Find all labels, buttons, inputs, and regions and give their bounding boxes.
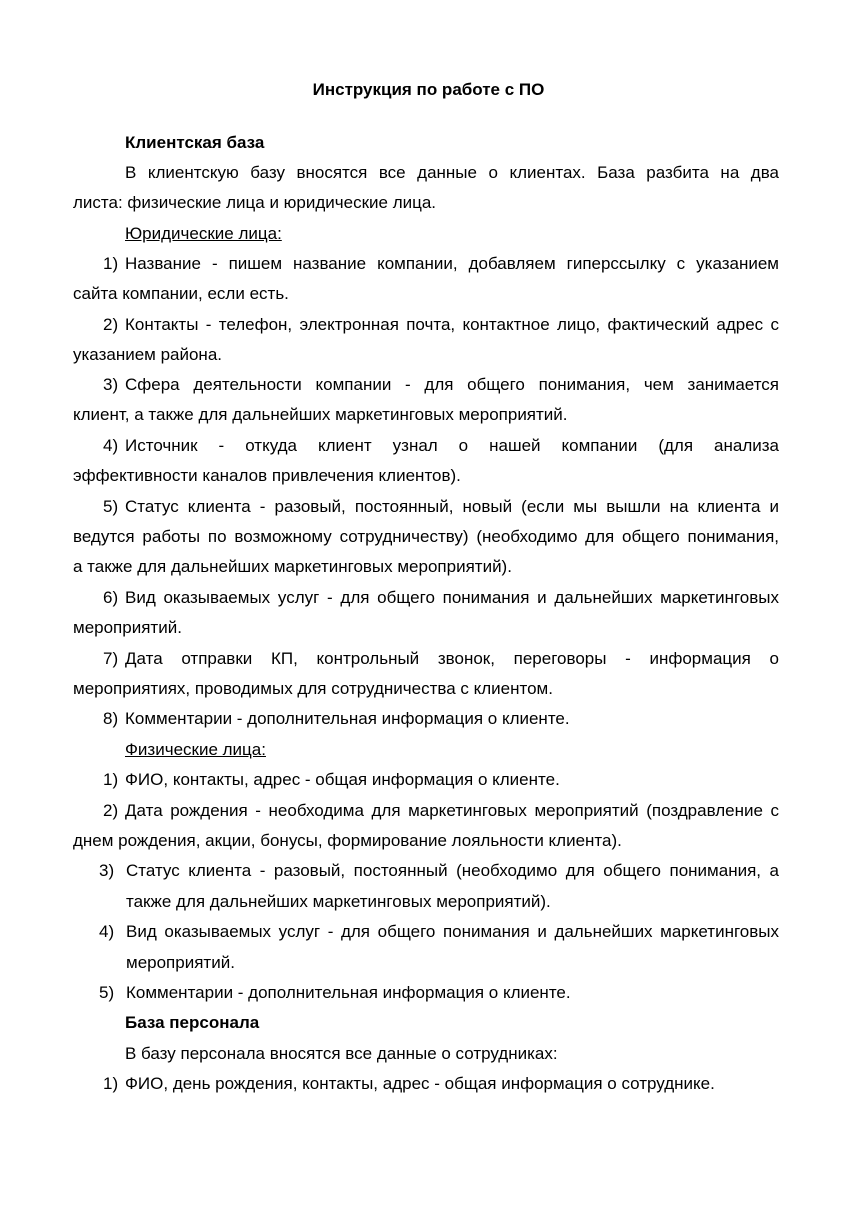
list-item-number: 2) — [103, 315, 119, 334]
list-item-text: Статус клиента - разовый, постоянный, новый (если мы вышли на клиента и — [125, 497, 779, 516]
list-item-number: 3) — [103, 375, 119, 394]
list-item-text: Статус клиента - разовый, постоянный (необходимо для общего понимания, а — [126, 861, 779, 880]
list-item-number: 1) — [103, 1074, 119, 1093]
section-heading-staff: База персонала — [125, 1013, 260, 1032]
list-item-text: также для дальнейших маркетинговых мероприятий). — [126, 892, 551, 911]
list-item-text: сайта компании, если есть. — [73, 284, 289, 303]
list-item-text: Дата рождения - необходима для маркетинговых мероприятий (поздравление с — [125, 801, 779, 820]
list-item-text: Комментарии - дополнительная информация о клиенте. — [125, 709, 570, 728]
list-item-number: 8) — [103, 709, 119, 728]
list-item-text: Источник - откуда клиент узнал о нашей компании (для анализа — [125, 436, 779, 455]
list-item-text: Комментарии - дополнительная информация о клиенте. — [126, 983, 571, 1002]
list-item-text: ведутся работы по возможному сотрудничеству) (необходимо для общего понимания, — [73, 527, 779, 546]
list-item-text: эффективности каналов привлечения клиентов). — [73, 466, 461, 485]
list-item-number: 6) — [103, 588, 119, 607]
list-item-number: 7) — [103, 649, 119, 668]
list-item-text: Вид оказываемых услуг - для общего понимания и дальнейших маркетинговых — [125, 588, 779, 607]
document-title: Инструкция по работе с ПО — [312, 80, 545, 99]
list-item-text: мероприятий. — [73, 618, 182, 637]
list-item-number: 1) — [103, 254, 119, 273]
list-item-text: Название - пишем название компании, добавляем гиперссылку с указанием — [125, 254, 779, 273]
subheading-individuals: Физические лица: — [125, 740, 266, 759]
paragraph-line: В клиентскую базу вносятся все данные о клиентах. База разбита на два — [125, 163, 779, 182]
list-item-number: 1) — [103, 770, 119, 789]
list-item-number: 2) — [103, 801, 119, 820]
paragraph-line: В базу персонала вносятся все данные о сотрудниках: — [125, 1044, 558, 1063]
paragraph-line: листа: физические лица и юридические лица. — [73, 193, 437, 212]
list-item-text: а также для дальнейших маркетинговых мероприятий). — [73, 557, 512, 576]
list-item-text: днем рождения, акции, бонусы, формирование лояльности клиента). — [73, 831, 622, 850]
list-item-text: ФИО, контакты, адрес - общая информация о клиенте. — [125, 770, 560, 789]
list-item-number: 4) — [103, 436, 119, 455]
list-item-text: Дата отправки КП, контрольный звонок, переговоры - информация о — [125, 649, 779, 668]
list-item-text: клиент, а также для дальнейших маркетинговых мероприятий. — [73, 405, 568, 424]
list-item-number: 4) — [99, 922, 115, 941]
list-item-text: указанием района. — [73, 345, 222, 364]
list-item-text: мероприятиях, проводимых для сотрудничества с клиентом. — [73, 679, 553, 698]
section-heading-clients: Клиентская база — [125, 133, 265, 152]
subheading-legal-entities: Юридические лица: — [125, 224, 282, 243]
list-item-number: 5) — [103, 497, 119, 516]
list-item-text: мероприятий. — [126, 953, 235, 972]
list-item-text: ФИО, день рождения, контакты, адрес - общая информация о сотруднике. — [125, 1074, 715, 1093]
list-item-number: 3) — [99, 861, 115, 880]
list-item-text: Сфера деятельности компании - для общего понимания, чем занимается — [125, 375, 779, 394]
list-item-text: Вид оказываемых услуг - для общего понимания и дальнейших маркетинговых — [126, 922, 779, 941]
list-item-text: Контакты - телефон, электронная почта, контактное лицо, фактический адрес с — [125, 315, 779, 334]
list-item-number: 5) — [99, 983, 115, 1002]
